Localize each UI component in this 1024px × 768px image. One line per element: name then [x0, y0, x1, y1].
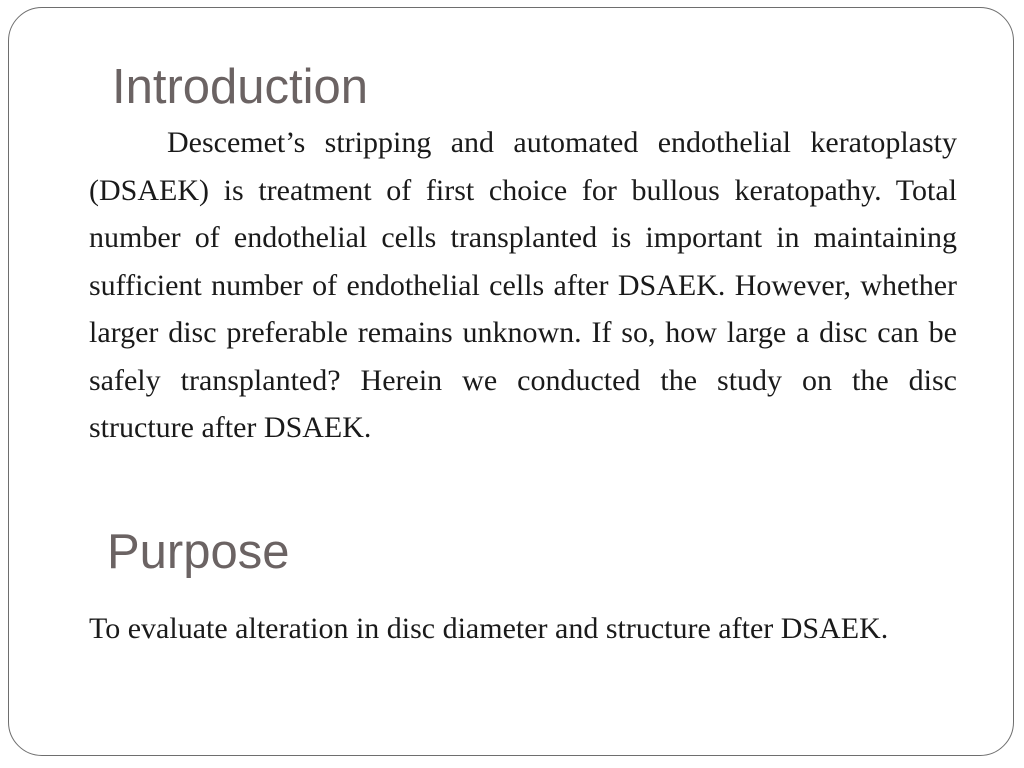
purpose-paragraph: To evaluate alteration in disc diameter and structure after DSAEK.: [89, 612, 889, 645]
introduction-heading: Introduction: [112, 60, 369, 114]
introduction-paragraph: Descemet’s stripping and automated endothelial keratoplasty (DSAEK) is treatment of first choice for bullous keratopathy. Total number of endothelial cells transplanted is important in maintaining sufficient number of endothelial cells after DSAEK. However, whether larger disc preferable remains unknown. If so, how large a disc can be safely transplanted? Herein we conducted the study on the disc structure after DSAEK.: [89, 126, 957, 444]
purpose-heading: Purpose: [107, 525, 290, 579]
